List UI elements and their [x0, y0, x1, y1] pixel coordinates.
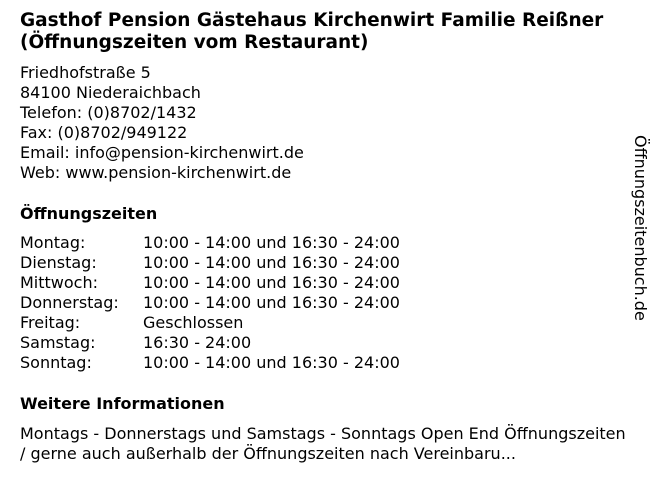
- email: Email: info@pension-kirchenwirt.de: [20, 143, 304, 162]
- hours-row-friday: [20, 313, 400, 333]
- opening-hours-table: [20, 233, 400, 373]
- day-label: Freitag:: [20, 313, 81, 332]
- day-label: Dienstag:: [20, 253, 97, 272]
- hours-row-monday: [20, 233, 400, 253]
- phone: Telefon: (0)8702/1432: [20, 103, 197, 122]
- address-block: [20, 63, 304, 183]
- hours-value: 10:00 - 14:00 und 16:30 - 24:00: [143, 273, 400, 292]
- street: Friedhofstraße 5: [20, 63, 151, 82]
- website: Web: www.pension-kirchenwirt.de: [20, 163, 292, 182]
- brand-watermark: Öffnungszeitenbuch.de: [631, 135, 650, 321]
- hours-row-wednesday: [20, 273, 400, 293]
- hours-value: 10:00 - 14:00 und 16:30 - 24:00: [143, 353, 400, 372]
- more-info-heading: Weitere Informationen: [20, 394, 225, 413]
- day-label: Donnerstag:: [20, 293, 119, 312]
- hours-value: 16:30 - 24:00: [143, 333, 252, 352]
- day-label: Montag:: [20, 233, 86, 252]
- hours-row-sunday: [20, 353, 400, 373]
- day-label: Mittwoch:: [20, 273, 98, 292]
- hours-value: 10:00 - 14:00 und 16:30 - 24:00: [143, 293, 400, 312]
- hours-row-tuesday: [20, 253, 400, 273]
- more-info-text: Montags - Donnerstags und Samstags - Sonntags Open End Öffnungszeiten / gerne auch außerhalb der Öffnungszeiten nach Vereinbaru...: [20, 424, 626, 463]
- fax: Fax: (0)8702/949122: [20, 123, 188, 142]
- day-label: Sonntag:: [20, 353, 92, 372]
- opening-hours-heading: Öffnungszeiten: [20, 204, 158, 223]
- day-label: Samstag:: [20, 333, 96, 352]
- hours-value: Geschlossen: [143, 313, 244, 332]
- city: 84100 Niederaichbach: [20, 83, 201, 102]
- page-title: Gasthof Pension Gästehaus Kirchenwirt Familie Reißner (Öffnungszeiten vom Restaurant): [20, 10, 604, 53]
- hours-row-saturday: [20, 333, 400, 353]
- hours-value: 10:00 - 14:00 und 16:30 - 24:00: [143, 253, 400, 272]
- hours-value: 10:00 - 14:00 und 16:30 - 24:00: [143, 233, 400, 252]
- hours-row-thursday: [20, 293, 400, 313]
